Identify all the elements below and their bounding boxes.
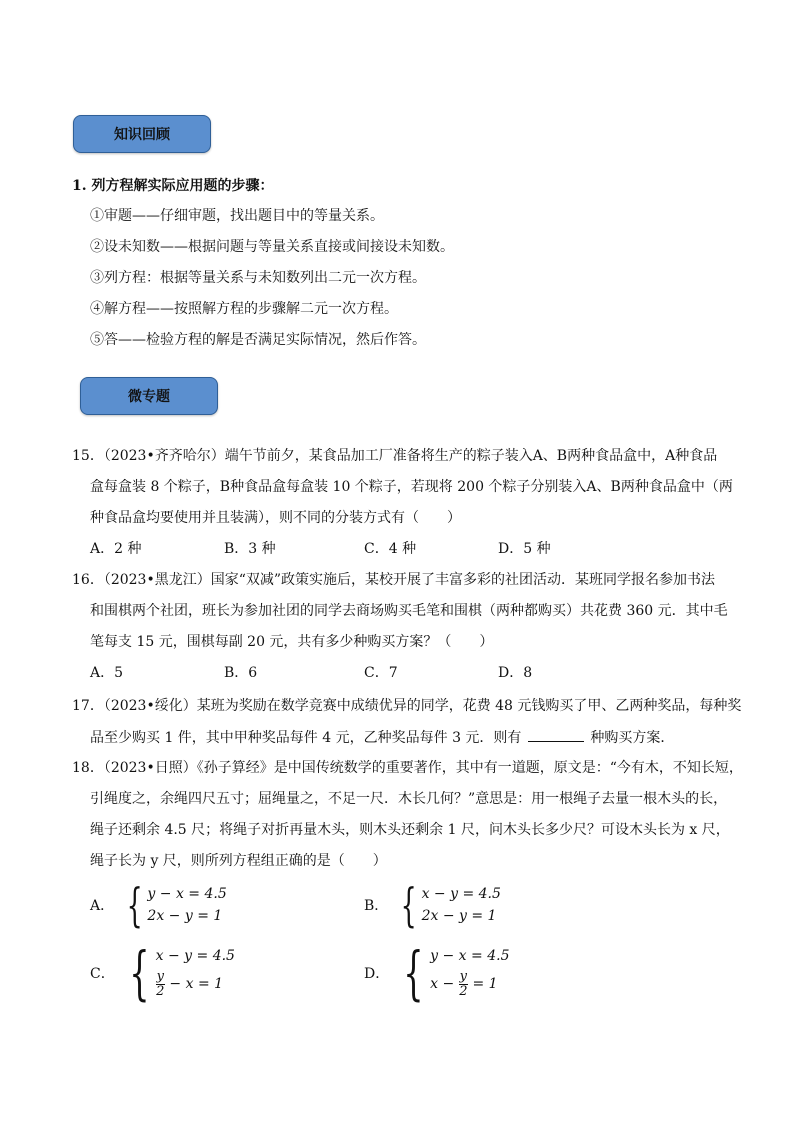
q15-option-a: A．2 种 bbox=[90, 541, 142, 557]
section-tag-label: 微专题 bbox=[128, 389, 170, 405]
q17-text-before-blank: 品至少购买 1 件，其中甲种奖品每件 4 元，乙种奖品每件 3 元．则有 bbox=[90, 730, 522, 746]
brace-icon: { bbox=[403, 939, 424, 1007]
step-item: ②设未知数——根据问题与等量关系直接或间接设未知数。 bbox=[90, 239, 454, 255]
q18-option-a bbox=[90, 878, 227, 932]
q18-option-b bbox=[364, 878, 501, 932]
q15-option-d: D．5 种 bbox=[498, 541, 551, 557]
step-item: ①审题——仔细审题，找出题目中的等量关系。 bbox=[90, 208, 384, 224]
q16-line: 笔每支 15 元，围棋每副 20 元，共有多少种购买方案？（ ） bbox=[90, 634, 494, 650]
q16-option-c: C．7 bbox=[364, 665, 398, 681]
q15-option-c: C．4 种 bbox=[364, 541, 417, 557]
option-label: D． bbox=[364, 966, 390, 982]
steps-intro: 1. 列方程解实际应用题的步骤： bbox=[72, 178, 274, 194]
q15-option-b: B．3 种 bbox=[224, 541, 276, 557]
q16-line: 和围棋两个社团，班长为参加社团的同学去商场购买毛笔和围棋（两种都购买）共花费 360 元．其中毛 bbox=[90, 603, 728, 619]
equation-rest: = 1 bbox=[468, 976, 498, 992]
q18-option-d bbox=[364, 939, 510, 1007]
q16-option-b: B．6 bbox=[224, 665, 258, 681]
equation bbox=[156, 967, 235, 1001]
fraction bbox=[459, 970, 468, 999]
equation-system bbox=[422, 883, 501, 927]
q15-line: 盒每盒装 8 个粽子，B种食品盒每盒装 10 个粽子，若现将 200 个粽子分别装入A、B两种食品盒中（两 bbox=[90, 479, 733, 495]
equation-system bbox=[156, 945, 235, 1001]
equation: 2x − y = 1 bbox=[147, 908, 223, 924]
fraction bbox=[156, 970, 165, 999]
q15-line: 种食品盒均要使用并且装满），则不同的分装方式有（ ） bbox=[90, 510, 461, 526]
q18-line: 绳子长为 y 尺，则所列方程组正确的是（ ） bbox=[90, 853, 387, 869]
equation: y − x = 4.5 bbox=[147, 886, 227, 902]
q15-line: 15．（2023•齐齐哈尔）端午节前夕，某食品加工厂准备将生产的粽子装入A、B两种食品盒中，A种食品 bbox=[72, 448, 718, 464]
section-tag-knowledge-review bbox=[73, 115, 211, 153]
fraction-denominator: 2 bbox=[459, 983, 468, 999]
equation-rest: − x = 1 bbox=[164, 976, 224, 992]
q17-text-after-blank: 种购买方案． bbox=[590, 730, 675, 746]
fraction-denominator: 2 bbox=[156, 983, 165, 999]
step-item: ③列方程：根据等量关系与未知数列出二元一次方程。 bbox=[90, 270, 426, 286]
option-label: C． bbox=[90, 966, 115, 982]
q18-option-c bbox=[90, 939, 235, 1007]
equation: x − y = 4.5 bbox=[155, 948, 235, 964]
section-tag-label: 知识回顾 bbox=[114, 127, 170, 143]
q17-line bbox=[90, 727, 674, 748]
q17-answer-blank bbox=[528, 727, 584, 742]
q16-line: 16．（2023•黑龙江）国家“双减”政策实施后，某校开展了丰富多彩的社团活动．某班同学报名参加书法 bbox=[72, 572, 716, 588]
q18-line: 18．（2023•日照）《孙子算经》是中国传统数学的重要著作，其中有一道题，原文是：“今有木，不知长短， bbox=[72, 760, 743, 776]
q18-line: 引绳度之，余绳四尺五寸；屈绳量之，不足一尺．木长几何？”意思是：用一根绳子去量一根木头的长， bbox=[90, 791, 728, 807]
q17-line: 17．（2023•绥化）某班为奖励在数学竞赛中成绩优异的同学，花费 48 元钱购买了甲、乙两种奖品，每种奖 bbox=[72, 698, 742, 714]
section-tag-micro-topic bbox=[80, 377, 218, 415]
q18-line: 绳子还剩余 4.5 尺；将绳子对折再量木头，则木头还剩余 1 尺，问木头长多少尺？可设木头长为 x 尺， bbox=[90, 822, 730, 838]
equation-prefix: x − bbox=[430, 976, 459, 992]
option-label: B． bbox=[364, 898, 389, 914]
equation bbox=[430, 967, 509, 1001]
step-item: ④解方程——按照解方程的步骤解二元一次方程。 bbox=[90, 301, 398, 317]
brace-icon: { bbox=[400, 878, 417, 932]
fraction-numerator: y bbox=[459, 968, 468, 984]
brace-icon: { bbox=[129, 939, 150, 1007]
step-item: ⑤答——检验方程的解是否满足实际情况，然后作答。 bbox=[90, 332, 426, 348]
equation-system bbox=[430, 945, 509, 1001]
equation: y − x = 4.5 bbox=[430, 948, 510, 964]
equation-system bbox=[147, 883, 226, 927]
q16-option-d: D．8 bbox=[498, 665, 533, 681]
brace-icon: { bbox=[126, 878, 143, 932]
fraction-numerator: y bbox=[156, 968, 164, 984]
option-label: A． bbox=[90, 898, 115, 914]
equation: 2x − y = 1 bbox=[421, 908, 497, 924]
equation: x − y = 4.5 bbox=[421, 886, 501, 902]
q16-option-a: A．5 bbox=[90, 665, 124, 681]
